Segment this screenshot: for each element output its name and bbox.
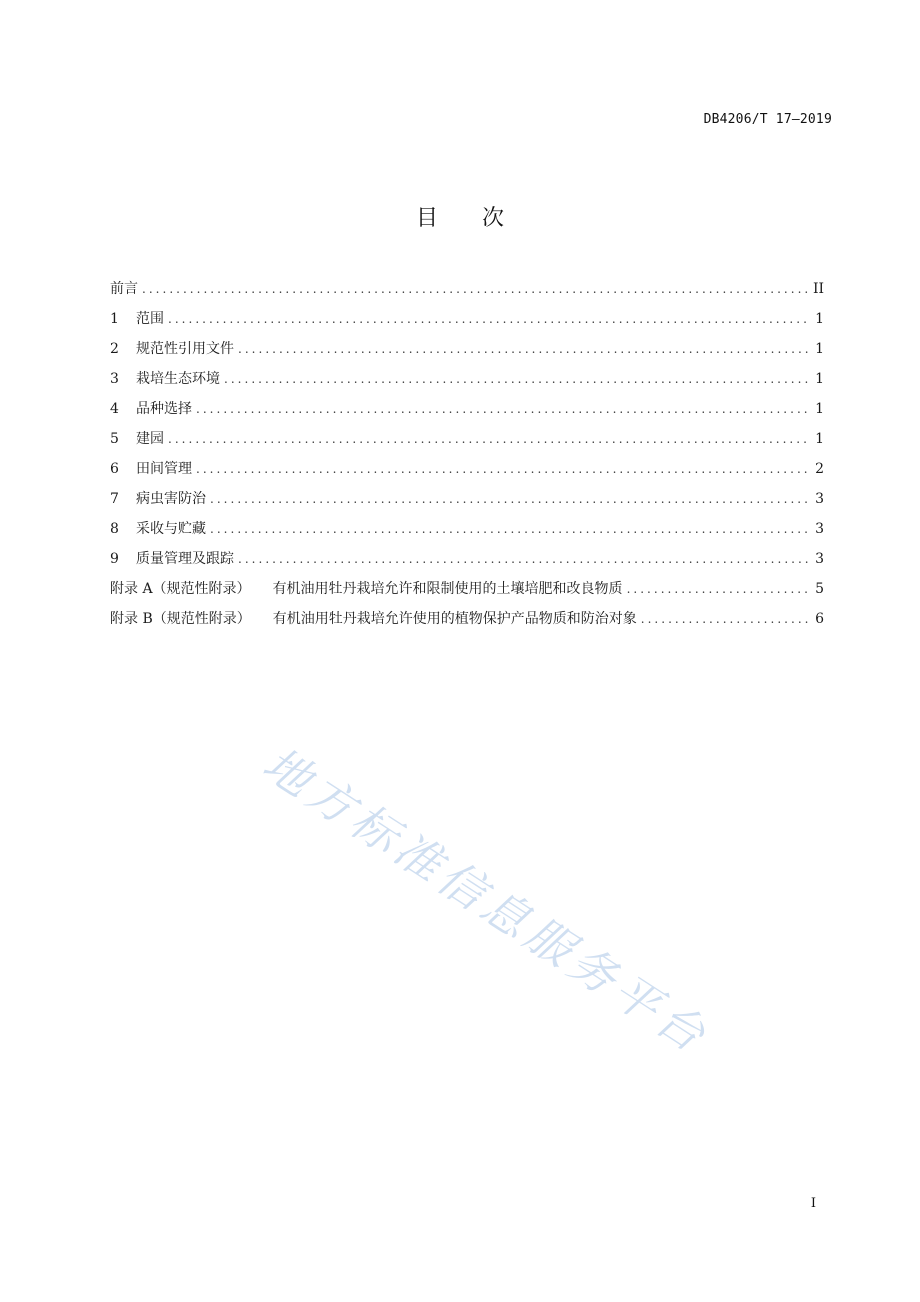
toc-leader-dots [224, 368, 810, 390]
toc-entry-appendix-b[interactable] [110, 608, 824, 638]
toc-entry-number: 2 [110, 341, 119, 357]
toc-leader-dots [210, 488, 810, 510]
toc-entry-page: II [812, 281, 824, 297]
toc-entry-harvest-storage[interactable] [110, 518, 824, 548]
toc-entry-label: 有机油用牡丹栽培允许使用的植物保护产品物质和防治对象 [272, 611, 637, 627]
toc-appendix-prefix: 附录 B（规范性附录） [110, 611, 251, 627]
toc-leader-dots [210, 518, 810, 540]
toc-entry-page: 1 [815, 311, 824, 327]
toc-entry-page: 6 [815, 611, 824, 627]
table-of-contents [110, 278, 824, 638]
toc-leader-dots [641, 608, 810, 630]
toc-leader-dots [196, 458, 810, 480]
toc-entry-label: 有机油用牡丹栽培允许和限制使用的土壤培肥和改良物质 [272, 581, 623, 597]
toc-entry-field-management[interactable] [110, 458, 824, 488]
toc-entry-orchard-establishment[interactable] [110, 428, 824, 458]
toc-entry-label: 病虫害防治 [136, 491, 206, 507]
toc-entry-environment[interactable] [110, 368, 824, 398]
toc-entry-quality-management[interactable] [110, 548, 824, 578]
document-code: DB4206/T 17—2019 [703, 112, 832, 127]
toc-entry-page: 3 [815, 491, 824, 507]
toc-leader-dots [168, 308, 810, 330]
toc-entry-foreword[interactable] [110, 278, 824, 308]
toc-entry-number: 5 [110, 431, 119, 447]
watermark: 地方标准信息服务平台 [253, 736, 720, 1065]
toc-leader-dots [238, 338, 810, 360]
toc-entry-page: 1 [815, 371, 824, 387]
toc-leader-dots [196, 398, 810, 420]
toc-entry-label: 田间管理 [136, 461, 192, 477]
page-number: I [810, 1196, 816, 1211]
toc-entry-normative-references[interactable] [110, 338, 824, 368]
toc-entry-label: 规范性引用文件 [136, 341, 234, 357]
toc-leader-dots [168, 428, 810, 450]
toc-entry-label: 建园 [136, 431, 164, 447]
toc-entry-label: 前言 [110, 281, 138, 297]
toc-entry-page: 5 [815, 581, 824, 597]
toc-entry-label: 品种选择 [136, 401, 192, 417]
toc-entry-label: 质量管理及跟踪 [136, 551, 234, 567]
toc-leader-dots [238, 548, 810, 570]
toc-entry-appendix-a[interactable] [110, 578, 824, 608]
toc-entry-page: 1 [815, 341, 824, 357]
toc-entry-number: 4 [110, 401, 119, 417]
toc-entry-page: 3 [815, 521, 824, 537]
toc-entry-page: 1 [815, 431, 824, 447]
toc-entry-number: 8 [110, 521, 119, 537]
toc-entry-label: 采收与贮藏 [136, 521, 206, 537]
toc-entry-page: 3 [815, 551, 824, 567]
toc-entry-label: 栽培生态环境 [136, 371, 220, 387]
toc-entry-number: 7 [110, 491, 119, 507]
toc-entry-variety-selection[interactable] [110, 398, 824, 428]
toc-entry-page: 2 [815, 461, 824, 477]
toc-title-part1: 目 [415, 206, 438, 231]
toc-appendix-prefix: 附录 A（规范性附录） [110, 581, 251, 597]
toc-entry-pest-control[interactable] [110, 488, 824, 518]
toc-leader-dots [627, 578, 810, 600]
toc-leader-dots [142, 278, 809, 300]
toc-entry-scope[interactable] [110, 308, 824, 338]
toc-entry-page: 1 [815, 401, 824, 417]
toc-entry-number: 3 [110, 371, 119, 387]
toc-entry-number: 1 [110, 311, 119, 327]
toc-title [0, 201, 920, 232]
toc-entry-label: 范围 [136, 311, 164, 327]
toc-entry-number: 6 [110, 461, 119, 477]
toc-title-part2: 次 [482, 206, 505, 231]
toc-entry-number: 9 [110, 551, 119, 567]
